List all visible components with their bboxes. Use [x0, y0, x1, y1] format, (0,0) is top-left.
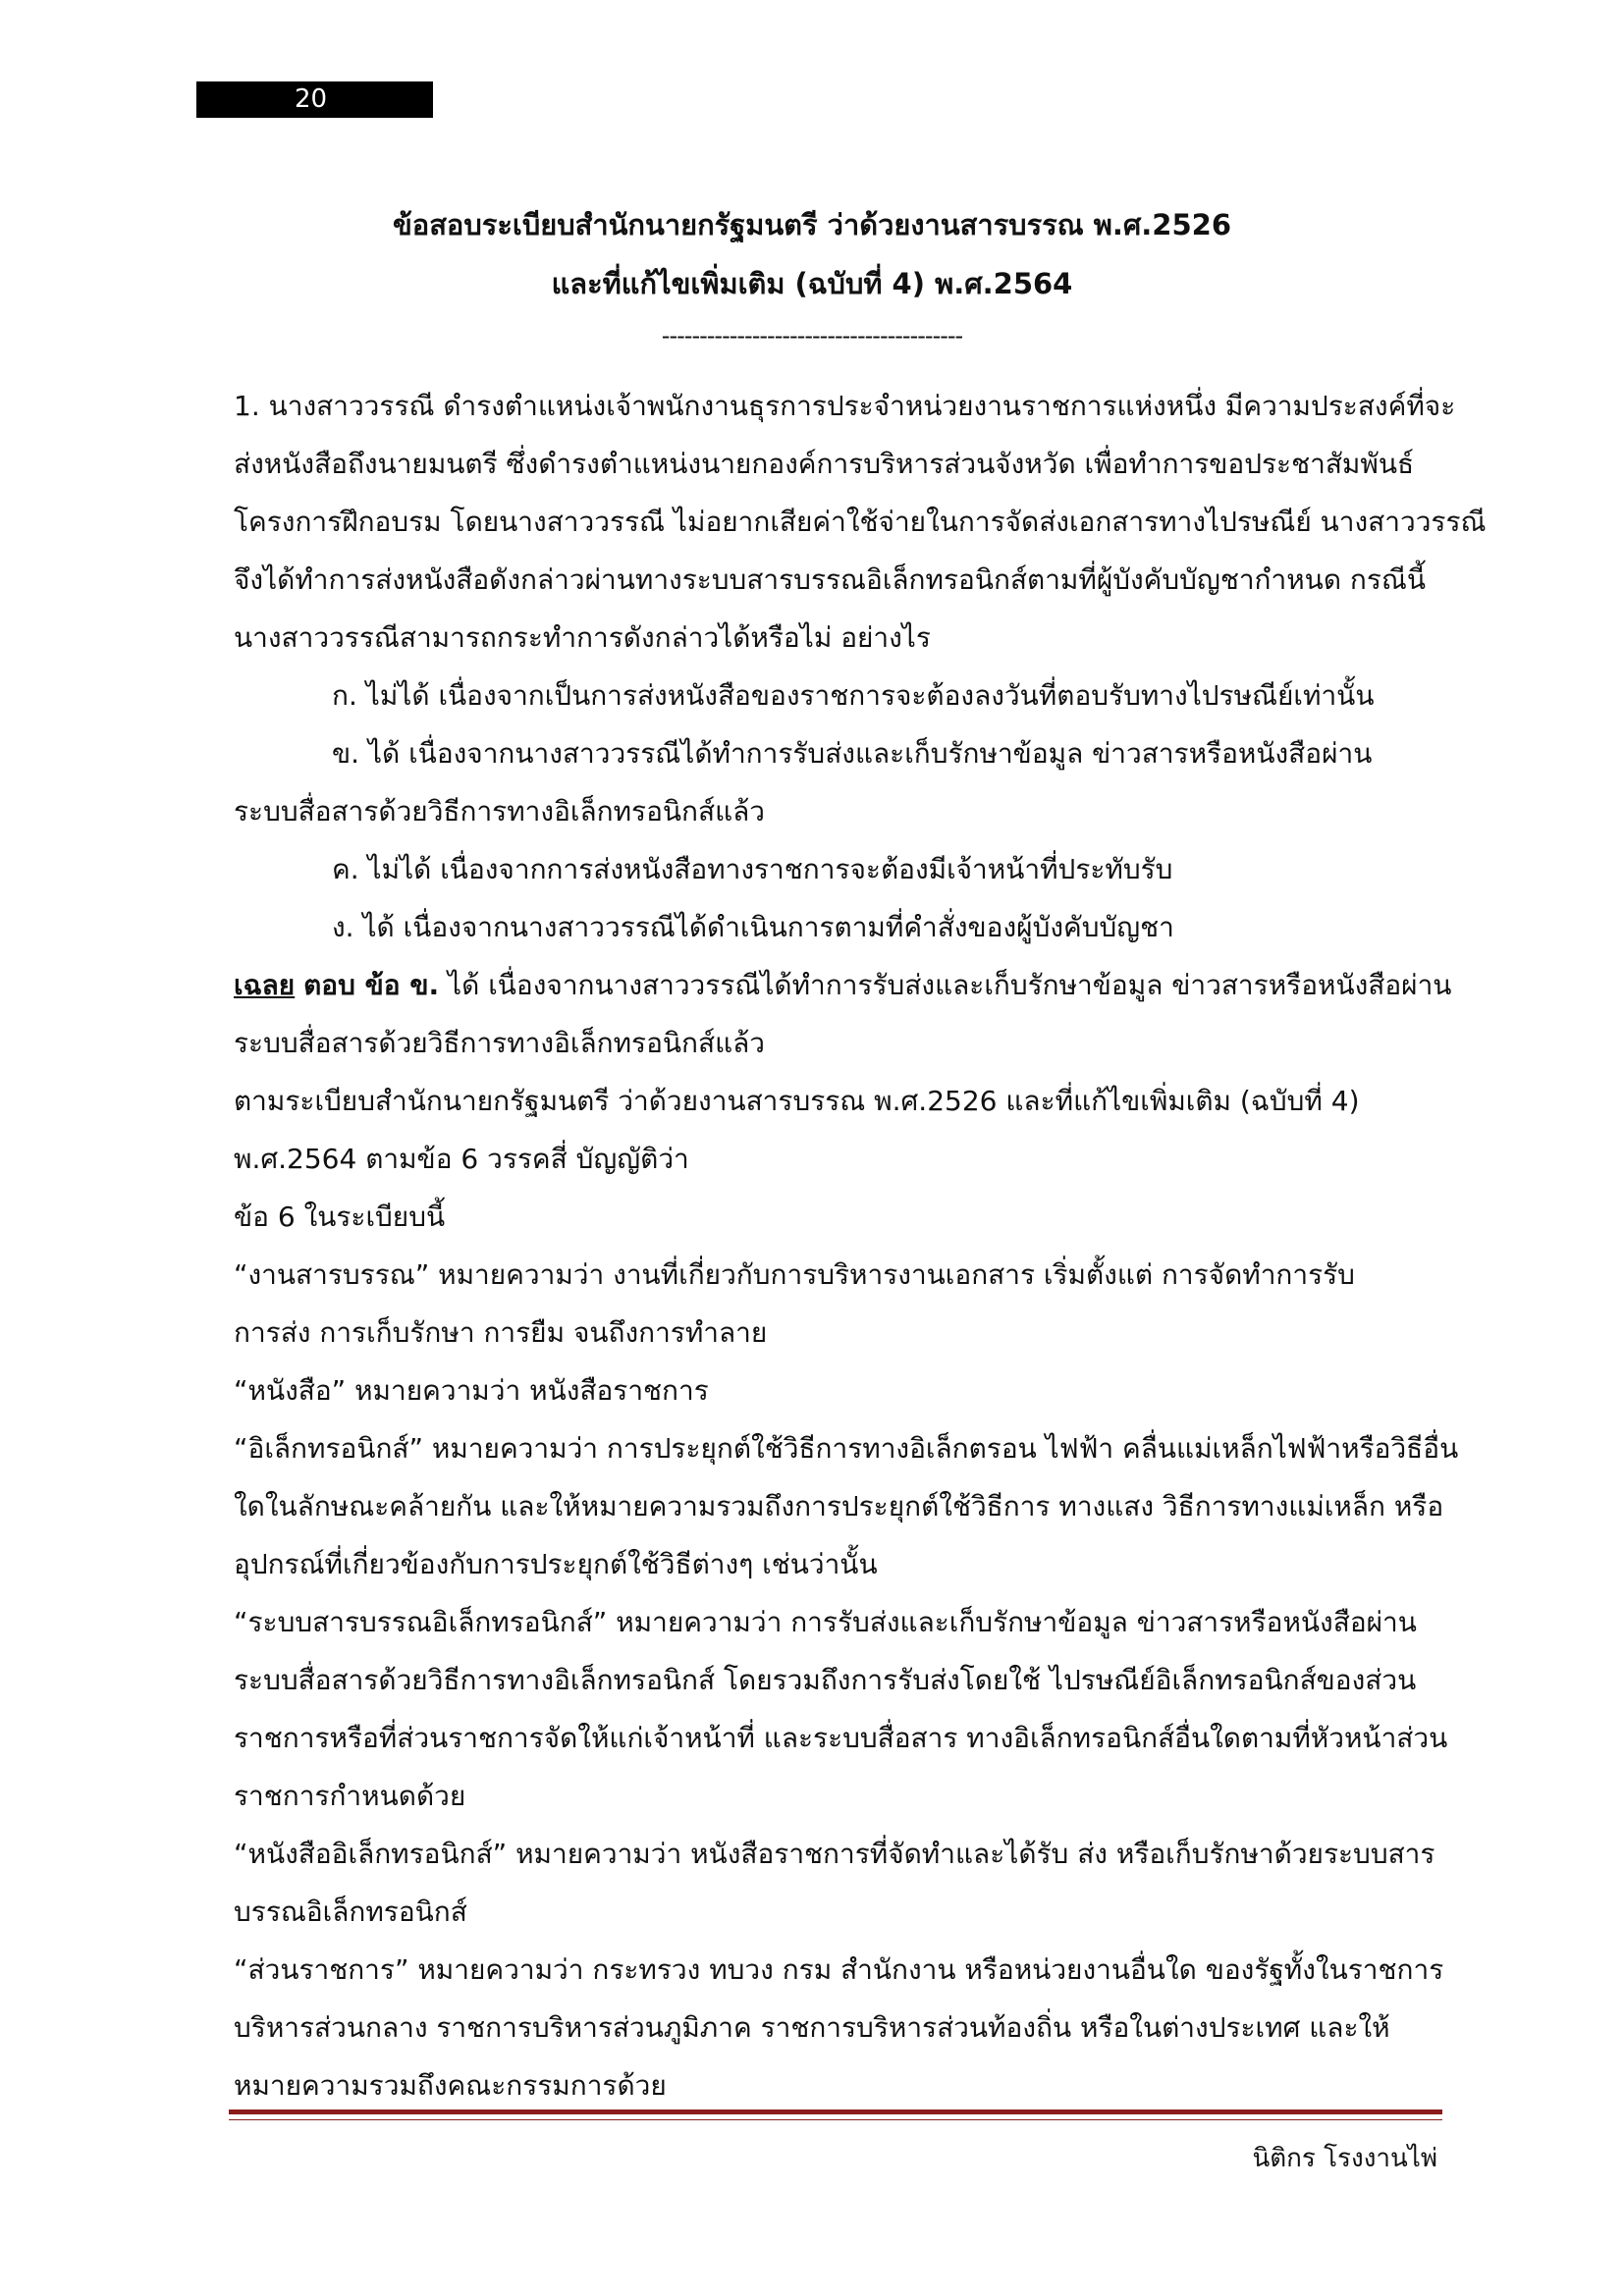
- page-number: 20: [196, 81, 433, 118]
- explanation-line: ระบบสื่อสารด้วยวิธีการทางอิเล็กทรอนิกส์ โดยรวมถึงการรับส่งโดยใช้ ไปรษณีย์อิเล็กทรอนิกส์ของส่วน: [234, 1664, 1417, 1696]
- choice-a: ก. ไม่ได้ เนื่องจากเป็นการส่งหนังสือของราชการจะต้องลงวันที่ตอบรับทางไปรษณีย์เท่านั้น: [332, 679, 1375, 712]
- explanation-line: พ.ศ.2564 ตามข้อ 6 วรรคสี่ บัญญัติว่า: [234, 1143, 689, 1175]
- footer-rule-thin: [229, 2119, 1442, 2120]
- answer-line: [234, 956, 1452, 1014]
- question-line: โครงการฝึกอบรม โดยนางสาววรรณี ไม่อยากเสียค่าใช้จ่ายในการจัดส่งเอกสารทางไปรษณีย์ นางสาววรรณี: [234, 506, 1487, 538]
- explanation-line: “หนังสืออิเล็กทรอนิกส์” หมายความว่า หนังสือราชการที่จัดทำและได้รับ ส่ง หรือเก็บรักษาด้วยระบบสาร: [234, 1838, 1435, 1870]
- explanation-line: หมายความรวมถึงคณะกรรมการด้วย: [234, 2069, 667, 2102]
- explanation-line: ตามระเบียบสำนักนายกรัฐมนตรี ว่าด้วยงานสารบรรณ พ.ศ.2526 และที่แก้ไขเพิ่มเติม (ฉบับที่ 4): [234, 1085, 1360, 1117]
- document-title-line-2: และที่แก้ไขเพิ่มเติม (ฉบับที่ 4) พ.ศ.2564: [551, 267, 1073, 300]
- explanation-line: อุปกรณ์ที่เกี่ยวข้องกับการประยุกต์ใช้วิธีต่างๆ เช่นว่านั้น: [234, 1548, 878, 1580]
- explanation-line: ราชการกำหนดด้วย: [234, 1780, 466, 1812]
- explanation-line: “หนังสือ” หมายความว่า หนังสือราชการ: [234, 1374, 709, 1407]
- explanation-line: “งานสารบรรณ” หมายความว่า งานที่เกี่ยวกับการบริหารงานเอกสาร เริ่มตั้งแต่ การจัดทำการรับ: [234, 1258, 1355, 1291]
- choice-d: ง. ได้ เนื่องจากนางสาววรรณีได้ดำเนินการตามที่คำสั่งของผู้บังคับบัญชา: [332, 911, 1174, 943]
- question-line: ส่งหนังสือถึงนายมนตรี ซึ่งดำรงตำแหน่งนายกองค์การบริหารส่วนจังหวัด เพื่อทำการขอประชาสัมพันธ์: [234, 448, 1415, 480]
- document-title-line-1: ข้อสอบระเบียบสำนักนายกรัฐมนตรี ว่าด้วยงานสารบรรณ พ.ศ.2526: [392, 208, 1232, 241]
- question-line: 1. นางสาววรรณี ดำรงตำแหน่งเจ้าพนักงานธุรการประจำหน่วยงานราชการแห่งหนึ่ง มีความประสงค์ที่จะ: [234, 390, 1456, 422]
- choice-b-continued: ระบบสื่อสารด้วยวิธีการทางอิเล็กทรอนิกส์แล้ว: [234, 795, 765, 828]
- explanation-line: “ส่วนราชการ” หมายความว่า กระทรวง ทบวง กรม สำนักงาน หรือหน่วยงานอื่นใด ของรัฐทั้งในราชการ: [234, 1953, 1444, 1986]
- explanation-line: ข้อ 6 ในระเบียบนี้: [234, 1201, 446, 1233]
- separator-line: ----------------------------------------: [661, 322, 963, 349]
- footer-rule: [229, 2109, 1442, 2114]
- answer-text: ได้ เนื่องจากนางสาววรรณีได้ทำการรับส่งและเก็บรักษาข้อมูล ข่าวสารหรือหนังสือผ่าน: [439, 969, 1452, 1001]
- explanation-line: ราชการหรือที่ส่วนราชการจัดให้แก่เจ้าหน้าที่ และระบบสื่อสาร ทางอิเล็กทรอนิกส์อื่นใดตามที่หัวหน้าส่วน: [234, 1722, 1448, 1754]
- answer-line-2: ระบบสื่อสารด้วยวิธีการทางอิเล็กทรอนิกส์แล้ว: [234, 1027, 765, 1059]
- explanation-line: บรรณอิเล็กทรอนิกส์: [234, 1896, 467, 1928]
- answer-choice: ตอบ ข้อ ข.: [303, 969, 440, 1001]
- document-body: [234, 377, 1487, 2114]
- explanation-line: “ระบบสารบรรณอิเล็กทรอนิกส์” หมายความว่า การรับส่งและเก็บรักษาข้อมูล ข่าวสารหรือหนังสือผ่าน: [234, 1606, 1417, 1638]
- explanation-line: ใดในลักษณะคล้ายกัน และให้หมายความรวมถึงการประยุกต์ใช้วิธีการ ทางแสง วิธีการทางแม่เหล็ก หรือ: [234, 1490, 1444, 1522]
- explanation-line: “อิเล็กทรอนิกส์” หมายความว่า การประยุกต์ใช้วิธีการทางอิเล็กตรอน ไฟฟ้า คลื่นแม่เหล็กไฟฟ้าหรือวิธีอื่น: [234, 1432, 1459, 1465]
- question-line: จึงได้ทำการส่งหนังสือดังกล่าวผ่านทางระบบสารบรรณอิเล็กทรอนิกส์ตามที่ผู้บังคับบัญชากำหนด กรณีนี้: [234, 563, 1427, 596]
- choice-b: ข. ได้ เนื่องจากนางสาววรรณีได้ทำการรับส่งและเก็บรักษาข้อมูล ข่าวสารหรือหนังสือผ่าน: [332, 737, 1373, 770]
- explanation-line: บริหารส่วนกลาง ราชการบริหารส่วนภูมิภาค ราชการบริหารส่วนท้องถิ่น หรือในต่างประเทศ และให้: [234, 2011, 1390, 2044]
- question-line: นางสาววรรณีสามารถกระทำการดังกล่าวได้หรือไม่ อย่างไร: [234, 621, 931, 654]
- choice-c: ค. ไม่ได้ เนื่องจากการส่งหนังสือทางราชการจะต้องมีเจ้าหน้าที่ประทับรับ: [332, 853, 1173, 885]
- footer-author: นิติกร โรงงานไพ่: [1252, 2144, 1437, 2173]
- explanation-line: การส่ง การเก็บรักษา การยืม จนถึงการทำลาย: [234, 1316, 768, 1349]
- answer-label: เฉลย: [234, 969, 296, 1001]
